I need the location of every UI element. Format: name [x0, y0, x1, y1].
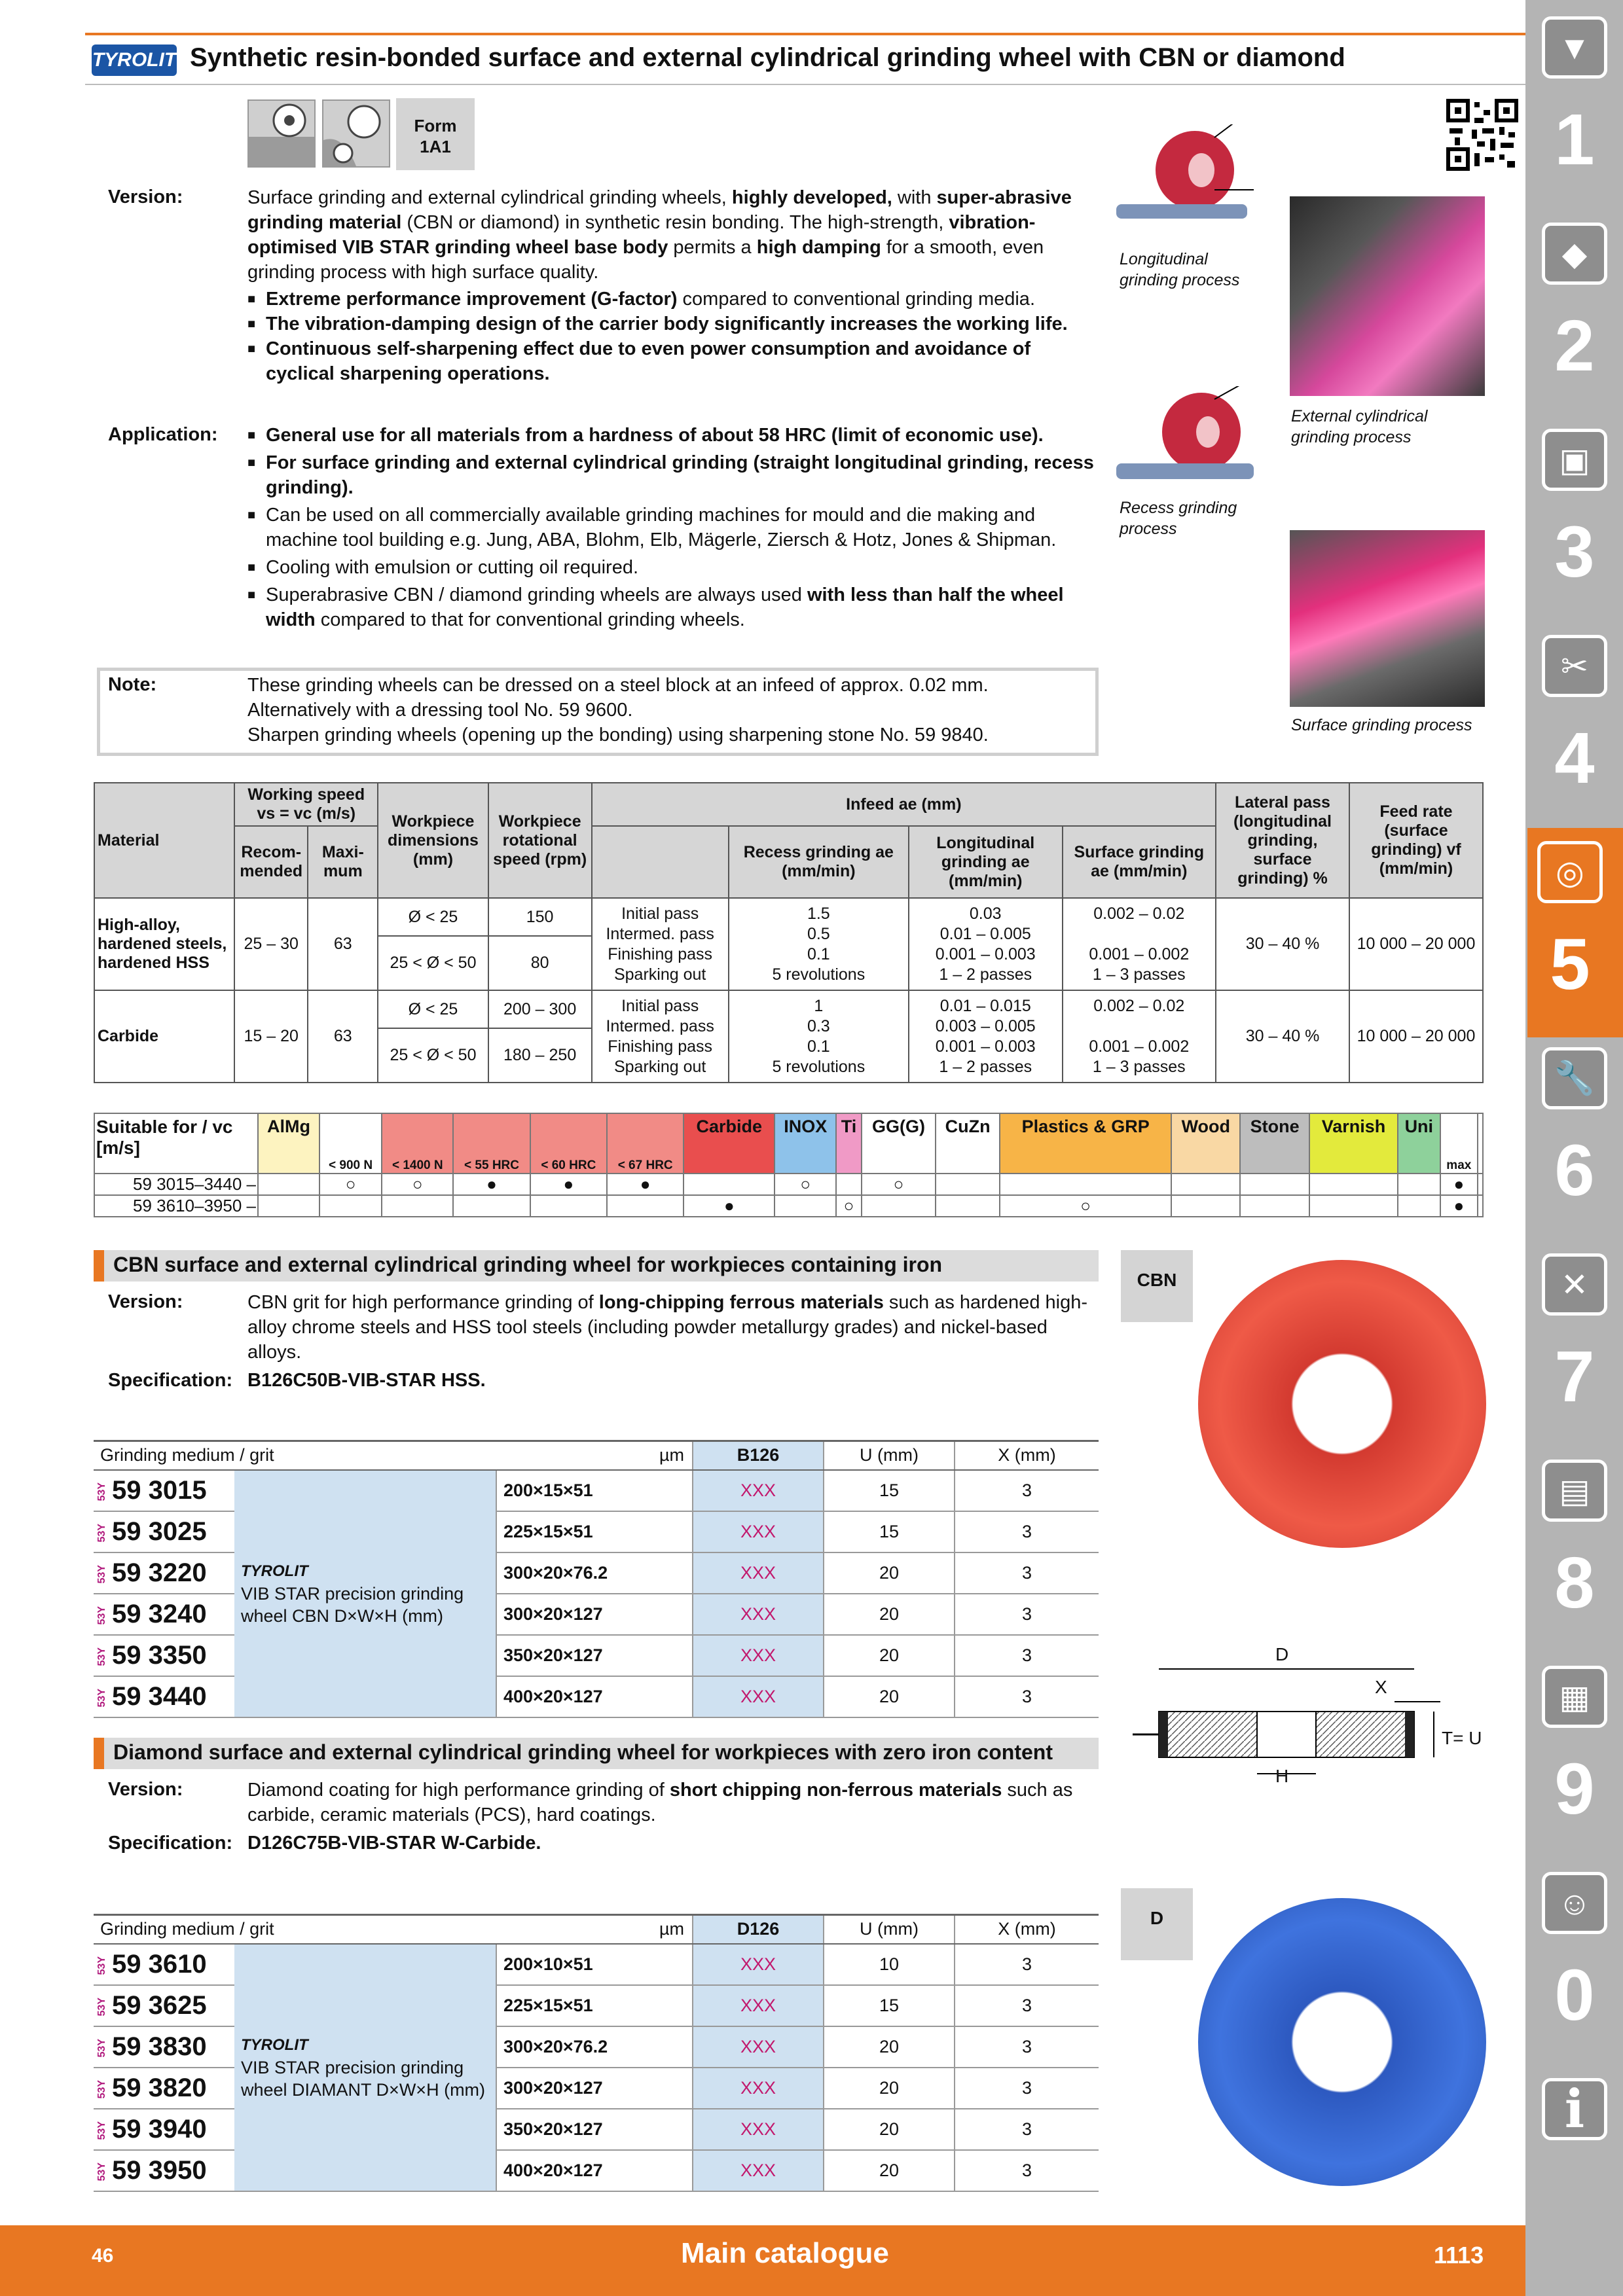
top-rule — [85, 33, 1525, 35]
x-value: 3 — [955, 1985, 1099, 2026]
suitability-mark — [530, 1195, 607, 1217]
sidebar-tab-number: 3 — [1554, 512, 1595, 592]
x-value: 3 — [955, 1470, 1099, 1511]
article-tag: 53Y — [96, 1956, 107, 1975]
suitability-mark: ● — [530, 1174, 607, 1195]
row1-surface: 0.002 – 0.02 0.001 – 0.002 1 – 3 passes — [1063, 898, 1216, 990]
row2-maximum: 63 — [308, 990, 378, 1083]
version-label: Version: — [108, 187, 183, 207]
row2-passes: Initial pass Intermed. pass Finishing pass Sparking out — [592, 990, 729, 1083]
x-value: 3 — [955, 2150, 1099, 2191]
x-value: 3 — [955, 2109, 1099, 2150]
article-number — [94, 2150, 234, 2191]
cbn-version-label: Version: — [108, 1291, 183, 1312]
sidebar-tab-number: 8 — [1554, 1543, 1595, 1623]
suitability-mark — [1240, 1174, 1309, 1195]
u-value: 20 — [824, 2109, 955, 2150]
dimensions: 225×15×51 — [496, 1511, 693, 1552]
article-number-text: 59 3610 — [112, 1949, 207, 1979]
suitability-col-header: < 1400 N — [382, 1113, 453, 1174]
suitability-col-header: < 900 N — [319, 1113, 382, 1174]
row1-feed: 10 000 – 20 000 — [1349, 898, 1483, 990]
dim-u-label: T= U — [1442, 1728, 1482, 1748]
th-lateral: Lateral pass (longitudinal grinding, surface grinding) % — [1216, 783, 1349, 898]
cbn-version-text: CBN grit for high performance grinding of long-chipping ferrous materials such as hardened high-alloy chrome steels and HSS tool steels (including powder metallurgy grades) and nickel-based alloys. — [247, 1292, 1087, 1363]
row1-passes: Initial pass Intermed. pass Finishing pass Sparking out — [592, 898, 729, 990]
row2-dim2: 25 < Ø < 50 — [378, 1028, 488, 1083]
grit-value: XXX — [693, 1635, 824, 1676]
version-bullet: ■ Extreme performance improvement (G-factor) compared to conventional grinding media. — [247, 287, 1099, 312]
u-value: 20 — [824, 1552, 955, 1594]
article-tag: 53Y — [96, 1523, 107, 1543]
row1-dim2: 25 < Ø < 50 — [378, 936, 488, 990]
diamond-version-text: Diamond coating for high performance grinding of short chipping non-ferrous materials such as carbide, ceramic materials (PCS), hard coatings. — [247, 1780, 1073, 1825]
diamond-wheel-image — [1198, 1898, 1486, 2186]
row2-longitudinal: 0.01 – 0.015 0.003 – 0.005 0.001 – 0.003 1 – 2 passes — [909, 990, 1063, 1083]
cbn-wheel-image — [1198, 1260, 1486, 1548]
u-value: 20 — [824, 1676, 955, 1717]
suitability-col-header: Wood — [1171, 1113, 1240, 1174]
sidebar-tab-number: 4 — [1554, 718, 1595, 798]
sidebar-tab-3[interactable] — [1532, 416, 1617, 625]
th-workpiece-speed: Workpiece rotational speed (rpm) — [488, 783, 592, 898]
article-number — [94, 1594, 234, 1635]
suitability-col-header: < 55 HRC — [453, 1113, 530, 1174]
suitability-col-header: Stone — [1240, 1113, 1309, 1174]
suitability-col-header: < 60 HRC — [530, 1113, 607, 1174]
grit-column: B126 — [693, 1441, 824, 1470]
suitability-mark — [258, 1195, 319, 1217]
row1-lateral: 30 – 40 % — [1216, 898, 1349, 990]
article-number — [94, 2109, 234, 2150]
sidebar-tab-number: 2 — [1554, 306, 1595, 386]
article-number-text: 59 3240 — [112, 1599, 207, 1628]
application-bullet: ■ For surface grinding and external cylindrical grinding (straight longitudinal grinding, recess grinding). — [247, 450, 1099, 500]
th-material: Material — [94, 783, 234, 898]
diamond-section-heading: Diamond surface and external cylindrical grinding wheel for workpieces with zero iron content — [94, 1738, 1099, 1769]
x-value: 3 — [955, 1594, 1099, 1635]
sidebar-tab-number: 0 — [1554, 1955, 1595, 2036]
suitability-table — [94, 1113, 1484, 1217]
suitability-mark — [1309, 1195, 1398, 1217]
dimensions: 200×10×51 — [496, 1944, 693, 1985]
article-tag: 53Y — [96, 1647, 107, 1666]
suitability-mark: ○ — [319, 1174, 382, 1195]
suitability-mark: ○ — [862, 1174, 936, 1195]
th-recess: Recess grinding ae (mm/min) — [729, 826, 909, 898]
article-number-text: 59 3940 — [112, 2114, 207, 2144]
dimensions: 300×20×76.2 — [496, 2026, 693, 2068]
suitability-mark: ○ — [775, 1174, 836, 1195]
suitability-col-header: GG(G) — [862, 1113, 936, 1174]
note-line: Alternatively with a dressing tool No. 59 9600. — [247, 700, 633, 721]
sidebar-tab-icon: ℹ — [1542, 2078, 1607, 2140]
row2-feed: 10 000 – 20 000 — [1349, 990, 1483, 1083]
suitability-mark — [1398, 1174, 1440, 1195]
x-value: 3 — [955, 2068, 1099, 2109]
article-number — [94, 2068, 234, 2109]
dim-d-label: D — [1275, 1644, 1289, 1664]
sidebar-tab-9[interactable] — [1532, 1653, 1617, 1862]
qr-code-icon — [1446, 98, 1519, 171]
row2-surface: 0.002 – 0.02 0.001 – 0.002 1 – 3 passes — [1063, 990, 1216, 1083]
article-tag: 53Y — [96, 1482, 107, 1501]
article-number-text: 59 3015 — [112, 1475, 207, 1505]
u-value: 20 — [824, 2026, 955, 2068]
suitability-mark: ○ — [836, 1195, 862, 1217]
u-value: 20 — [824, 2150, 955, 2191]
grit-column: D126 — [693, 1915, 824, 1944]
note-line: These grinding wheels can be dressed on a steel block at an infeed of approx. 0.02 mm. — [247, 675, 989, 696]
dimensions: 300×20×127 — [496, 1594, 693, 1635]
row2-lateral: 30 – 40 % — [1216, 990, 1349, 1083]
th-workpiece-dim: Workpiece dimensions (mm) — [378, 783, 488, 898]
footer-page-right: 1113 — [1434, 2242, 1484, 2269]
suitability-mark — [258, 1174, 319, 1195]
u-value: 15 — [824, 1511, 955, 1552]
dimensions: 300×20×127 — [496, 2068, 693, 2109]
suitability-mark — [1240, 1195, 1309, 1217]
application-label: Application: — [108, 424, 218, 445]
x-label: X (mm) — [955, 1915, 1099, 1944]
form-cylindrical-icon — [322, 99, 390, 168]
th-longitudinal: Longitudinal grinding ae (mm/min) — [909, 826, 1063, 898]
suitability-mark — [775, 1195, 836, 1217]
article-tag: 53Y — [96, 1564, 107, 1584]
grit-value: XXX — [693, 1552, 824, 1594]
u-label: U (mm) — [824, 1441, 955, 1470]
grit-value: XXX — [693, 1676, 824, 1717]
suitability-col-header: max — [1440, 1113, 1478, 1174]
suitability-mark — [1171, 1195, 1240, 1217]
x-value: 3 — [955, 1552, 1099, 1594]
sidebar-tab-7[interactable] — [1532, 1240, 1617, 1450]
tyrolit-logo: TYROLIT — [92, 45, 177, 76]
sidebar-tab-2[interactable] — [1532, 209, 1617, 419]
suitability-col-header: CuZn — [936, 1113, 1000, 1174]
dimensions: 200×15×51 — [496, 1470, 693, 1511]
article-tag: 53Y — [96, 2079, 107, 2099]
longitudinal-grinding-diagram — [1116, 124, 1260, 242]
form-label: Form 1A1 — [396, 98, 475, 170]
version-text: Surface grinding and external cylindrical grinding wheels, highly developed, with super-abrasive grinding material (CBN or diamond) in synthetic resin bonding. The high-strength, vibration-optimised VIB STAR grinding wheel base body permits a high damping for a smooth, even grinding process with high surface quality. — [247, 187, 1072, 283]
suitability-mark — [1309, 1174, 1398, 1195]
u-value: 20 — [824, 1635, 955, 1676]
dimensions: 350×20×127 — [496, 2109, 693, 2150]
article-number-text: 59 3440 — [112, 1681, 207, 1711]
diamond-spec-label: Specification: — [108, 1833, 233, 1854]
diamond-spec-text: D126C75B-VIB-STAR W-Carbide. — [247, 1833, 541, 1854]
sidebar-tab-1[interactable] — [1532, 3, 1617, 213]
suitability-mark — [862, 1195, 936, 1217]
article-number-text: 59 3350 — [112, 1640, 207, 1670]
grit-value: XXX — [693, 1511, 824, 1552]
application-bullet: ■ General use for all materials from a hardness of about 58 HRC (limit of economic use). — [247, 423, 1099, 448]
suitability-mark — [1478, 1174, 1483, 1195]
suitability-mark: ● — [684, 1195, 775, 1217]
description-text: VIB STAR precision grinding wheel DIAMANT D×W×H (mm) — [241, 2057, 486, 2100]
x-value: 3 — [955, 1511, 1099, 1552]
suitability-col-header: Varnish — [1309, 1113, 1398, 1174]
suitability-mark: ● — [607, 1174, 684, 1195]
suitability-mark: ● — [1440, 1195, 1478, 1217]
row1-rpm2: 80 — [488, 936, 592, 990]
article-number — [94, 2026, 234, 2068]
footer-page-left: 46 — [92, 2245, 114, 2267]
sidebar-tab-6[interactable] — [1532, 1034, 1617, 1244]
article-number-text: 59 3950 — [112, 2155, 207, 2185]
brand-mark: TYROLIT — [241, 2036, 308, 2054]
suitability-col-header: < 67 HRC — [607, 1113, 684, 1174]
suitability-mark — [319, 1195, 382, 1217]
sidebar-tab-number: 1 — [1554, 99, 1595, 180]
row1-dim1: Ø < 25 — [378, 898, 488, 936]
description-text: VIB STAR precision grinding wheel CBN D×W×H (mm) — [241, 1583, 464, 1626]
row2-material: Carbide — [94, 990, 234, 1083]
recess-caption: Recess grinding process — [1120, 499, 1237, 538]
spec-table — [94, 782, 1484, 1083]
article-tag: 53Y — [96, 1997, 107, 2017]
grit-value: XXX — [693, 2150, 824, 2191]
th-passes — [592, 826, 729, 898]
suitability-row-label: 59 3015–3440 – — [94, 1174, 258, 1195]
application-bullet: ■ Can be used on all commercially available grinding machines for mould and die making and machine tool building e.g. Jung, ABA, Blohm, Elb, Mägerle, Ziersch & Hotz, Jones & Shipman. — [247, 503, 1099, 552]
suitability-col-header: Plastics & GRP — [1000, 1113, 1171, 1174]
article-number-text: 59 3625 — [112, 1990, 207, 2020]
suitability-col-header: Ti — [836, 1113, 862, 1174]
article-number-text: 59 3830 — [112, 2032, 207, 2061]
product-description — [234, 1944, 496, 2191]
grit-value: XXX — [693, 1594, 824, 1635]
th-working-speed: Working speed vs = vc (m/s) — [234, 783, 378, 826]
row1-material: High-alloy, hardened steels, hardened HSS — [94, 898, 234, 990]
cbn-badge: CBN — [1121, 1250, 1193, 1322]
row1-recess: 1.5 0.5 0.1 5 revolutions — [729, 898, 909, 990]
row1-rpm1: 150 — [488, 898, 592, 936]
sidebar-tab-number: 7 — [1554, 1336, 1595, 1417]
footer-title: Main catalogue — [681, 2237, 889, 2269]
sidebar-tab-icon: ▼ — [1542, 16, 1607, 79]
article-tag: 53Y — [96, 1605, 107, 1625]
sidebar-tab-icon: ✕ — [1542, 1253, 1607, 1316]
x-value: 3 — [955, 1676, 1099, 1717]
application-bullet: ■ Superabrasive CBN / diamond grinding wheels are always used with less than half the wheel width compared to that for conventional grinding wheels. — [247, 583, 1099, 632]
u-value: 20 — [824, 1594, 955, 1635]
grit-label: Grinding medium / grit — [94, 1915, 496, 1944]
row2-rpm2: 180 – 250 — [488, 1028, 592, 1083]
article-number — [94, 1944, 234, 1985]
suitability-mark — [936, 1174, 1000, 1195]
row2-dim1: Ø < 25 — [378, 990, 488, 1028]
diamond-version-label: Version: — [108, 1779, 183, 1800]
sidebar-tab-icon: ◆ — [1542, 223, 1607, 285]
x-value: 3 — [955, 2026, 1099, 2068]
th-maximum: Maxi-mum — [308, 826, 378, 898]
external-caption: External cylindrical grinding process — [1291, 407, 1428, 446]
suitability-mark: ● — [453, 1174, 530, 1195]
row1-maximum: 63 — [308, 898, 378, 990]
unit-label: µm — [496, 1915, 693, 1944]
sidebar-tab-number: 9 — [1554, 1749, 1595, 1829]
u-label: U (mm) — [824, 1915, 955, 1944]
suitability-mark — [1171, 1174, 1240, 1195]
dimensions: 225×15×51 — [496, 1985, 693, 2026]
sidebar-tab-icon: ▤ — [1542, 1460, 1607, 1522]
article-number — [94, 1511, 234, 1552]
suitability-col-header — [1478, 1113, 1483, 1174]
sidebar-tab-icon: ✂ — [1542, 635, 1607, 697]
article-number — [94, 1676, 234, 1717]
article-tag: 53Y — [96, 2121, 107, 2140]
grit-value: XXX — [693, 1944, 824, 1985]
dim-x-label: X — [1375, 1677, 1387, 1697]
grit-value: XXX — [693, 2026, 824, 2068]
article-number — [94, 1985, 234, 2026]
wheel-dimension-drawing — [1133, 1649, 1499, 1800]
version-bullet: ■ Continuous self-sharpening effect due to even power consumption and avoidance of cyclical sharpening operations. — [247, 336, 1099, 386]
article-number — [94, 1552, 234, 1594]
sidebar-tab-icon: ☺ — [1542, 1872, 1607, 1934]
suitability-mark: ● — [1440, 1174, 1478, 1195]
application-bullets — [247, 423, 1099, 632]
sidebar-tab-icon: ▦ — [1542, 1666, 1607, 1728]
suitability-mark: ○ — [382, 1174, 453, 1195]
suitability-label: Suitable for / vc [m/s] — [94, 1113, 258, 1174]
th-recommended: Recom-mended — [234, 826, 308, 898]
suitability-mark — [1000, 1174, 1171, 1195]
sidebar-tab-number: 5 — [1550, 924, 1590, 1005]
x-value: 3 — [955, 1944, 1099, 1985]
sidebar-tab-0[interactable] — [1532, 1859, 1617, 2068]
dim-h-label: H — [1275, 1766, 1289, 1786]
grit-value: XXX — [693, 2068, 824, 2109]
diamond-product-table — [94, 1914, 1099, 2192]
row1-longitudinal: 0.03 0.01 – 0.005 0.001 – 0.003 1 – 2 passes — [909, 898, 1063, 990]
u-value: 15 — [824, 1470, 955, 1511]
u-value: 10 — [824, 1944, 955, 1985]
suitability-col-header: AlMg — [258, 1113, 319, 1174]
sidebar-tab-icon: ▣ — [1542, 429, 1607, 491]
dimensions: 400×20×127 — [496, 2150, 693, 2191]
longitudinal-caption: Longitudinal grinding process — [1120, 250, 1240, 289]
suitability-row-label: 59 3610–3950 – — [94, 1195, 258, 1217]
form-1a1-icon — [247, 99, 316, 168]
article-number — [94, 1635, 234, 1676]
product-description — [234, 1470, 496, 1717]
note-line: Sharpen grinding wheels (opening up the bonding) using sharpening stone No. 59 9840. — [247, 725, 989, 745]
page-title: Synthetic resin-bonded surface and external cylindrical grinding wheel with CBN or diamond — [190, 43, 1345, 72]
sidebar-tab-icon: 🔧 — [1542, 1047, 1607, 1109]
suitability-mark — [936, 1195, 1000, 1217]
article-number — [94, 1470, 234, 1511]
dimensions: 350×20×127 — [496, 1635, 693, 1676]
article-number-text: 59 3025 — [112, 1516, 207, 1546]
note-label: Note: — [108, 674, 157, 695]
suitability-mark — [684, 1174, 775, 1195]
version-bullet: ■ The vibration-damping design of the carrier body significantly increases the working life. — [247, 312, 1099, 336]
cbn-spec-text: B126C50B-VIB-STAR HSS. — [247, 1370, 486, 1391]
unit-label: µm — [496, 1441, 693, 1470]
u-value: 15 — [824, 1985, 955, 2026]
article-tag: 53Y — [96, 2038, 107, 2058]
suitability-mark — [607, 1195, 684, 1217]
dimensions: 400×20×127 — [496, 1676, 693, 1717]
article-tag: 53Y — [96, 2162, 107, 2181]
note-text — [247, 673, 1092, 747]
external-grinding-photo — [1290, 196, 1485, 396]
cbn-section-heading: CBN surface and external cylindrical grinding wheel for workpieces containing iron — [94, 1250, 1099, 1282]
application-bullet: ■ Cooling with emulsion or cutting oil required. — [247, 555, 1099, 580]
sidebar-tab-5[interactable] — [1527, 828, 1623, 1037]
grit-value: XXX — [693, 2109, 824, 2150]
sidebar-tab-i[interactable] — [1532, 2065, 1617, 2274]
article-tag: 53Y — [96, 1688, 107, 1708]
brand-mark: TYROLIT — [241, 1562, 308, 1580]
th-feed: Feed rate (surface grinding) vf (mm/min) — [1349, 783, 1483, 898]
article-number-text: 59 3820 — [112, 2073, 207, 2102]
x-label: X (mm) — [955, 1441, 1099, 1470]
row2-recommended: 15 – 20 — [234, 990, 308, 1083]
row1-recommended: 25 – 30 — [234, 898, 308, 990]
sidebar-tab-number: 6 — [1554, 1130, 1595, 1211]
suitability-col-header: Carbide — [684, 1113, 775, 1174]
u-value: 20 — [824, 2068, 955, 2109]
cbn-spec-label: Specification: — [108, 1370, 233, 1391]
row2-recess: 1 0.3 0.1 5 revolutions — [729, 990, 909, 1083]
suitability-mark — [1398, 1195, 1440, 1217]
recess-grinding-diagram — [1116, 386, 1273, 491]
surface-grinding-photo — [1290, 530, 1485, 707]
surface-caption: Surface grinding process — [1291, 716, 1472, 734]
cbn-product-table — [94, 1440, 1099, 1718]
suitability-mark — [836, 1174, 862, 1195]
sidebar-tab-8[interactable] — [1532, 1446, 1617, 1656]
th-infeed: Infeed ae (mm) — [592, 783, 1216, 826]
suitability-mark: ○ — [1000, 1195, 1171, 1217]
sidebar-tab-4[interactable] — [1532, 622, 1617, 831]
dimensions: 300×20×76.2 — [496, 1552, 693, 1594]
article-number-text: 59 3220 — [112, 1558, 207, 1587]
suitability-mark — [453, 1195, 530, 1217]
suitability-mark — [382, 1195, 453, 1217]
grit-value: XXX — [693, 1985, 824, 2026]
grit-value: XXX — [693, 1470, 824, 1511]
grit-label: Grinding medium / grit — [94, 1441, 496, 1470]
suitability-col-header: INOX — [775, 1113, 836, 1174]
x-value: 3 — [955, 1635, 1099, 1676]
suitability-mark — [1478, 1195, 1483, 1217]
version-bullets — [247, 287, 1099, 386]
suitability-col-header: Uni — [1398, 1113, 1440, 1174]
title-rule — [85, 84, 1525, 85]
th-surface: Surface grinding ae (mm/min) — [1063, 826, 1216, 898]
diamond-badge: D — [1121, 1888, 1193, 1960]
row2-rpm1: 200 – 300 — [488, 990, 592, 1028]
sidebar-tab-icon: ◎ — [1537, 841, 1603, 903]
